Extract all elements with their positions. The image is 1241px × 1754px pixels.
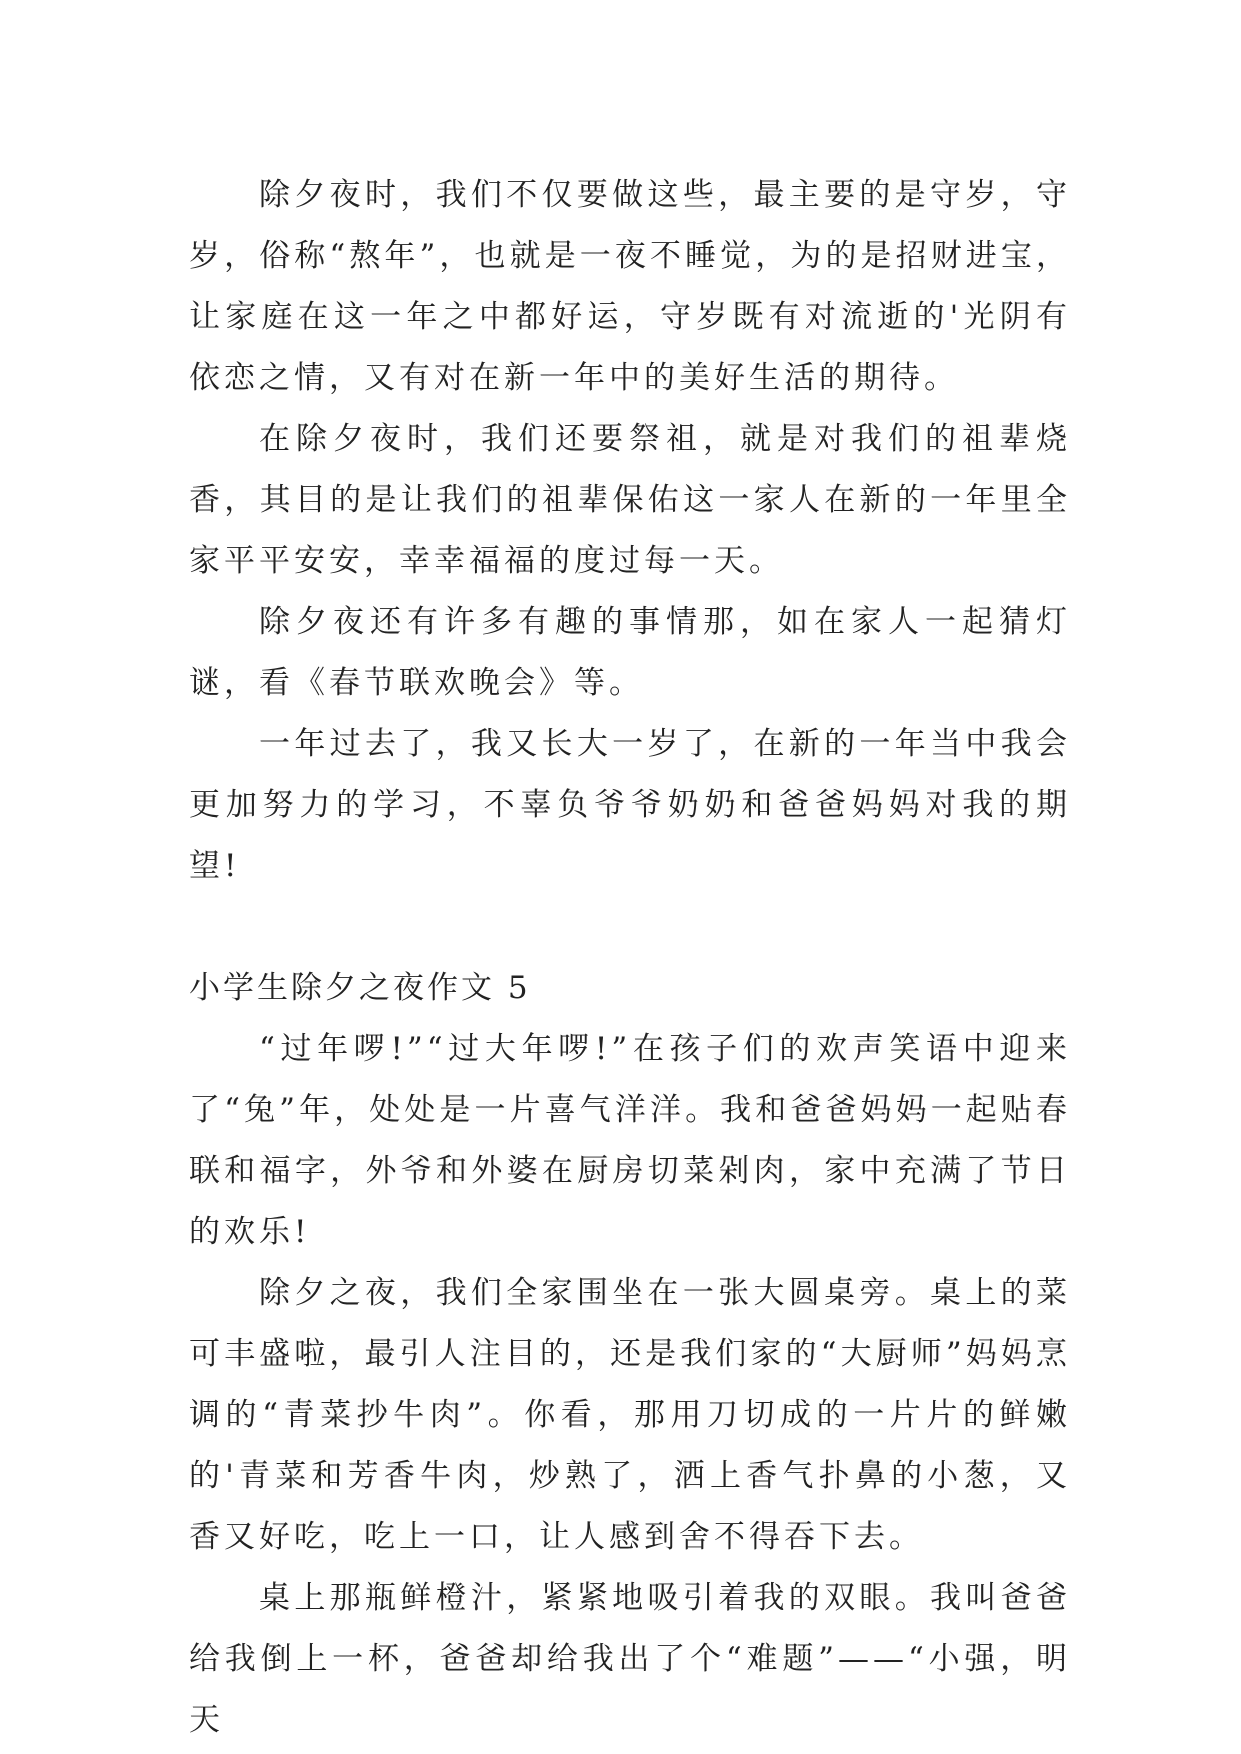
paragraph: 一年过去了，我又长大一岁了，在新的一年当中我会更加努力的学习，不辜负爷爷奶奶和爸爸妈妈对我的期望!	[189, 726, 1071, 884]
paragraph: 除夕之夜，我们全家围坐在一张大圆桌旁。桌上的菜可丰盛啦，最引人注目的，还是我们家的“大厨师”妈妈烹调的“青菜抄牛肉”。你看，那用刀切成的一片片的鲜嫩的'青菜和芳香牛肉，炒熟了，洒上香气扑鼻的小葱，又香又好吃，吃上一口，让人感到舍不得吞下去。	[189, 1275, 1071, 1555]
paragraph: 除夕夜时，我们不仅要做这些，最主要的是守岁，守岁，俗称“熬年”，也就是一夜不睡觉，为的是招财进宝，让家庭在这一年之中都好运，守岁既有对流逝的'光阴有依恋之情，又有对在新一年中的美好生活的期待。	[189, 177, 1071, 396]
document-body	[189, 165, 1071, 1751]
paragraph: 桌上那瓶鲜橙汁，紧紧地吸引着我的双眼。我叫爸爸给我倒上一杯，爸爸却给我出了个“难题”——“小强，明天	[189, 1580, 1071, 1738]
paragraph: 在除夕夜时，我们还要祭祖，就是对我们的祖辈烧香，其目的是让我们的祖辈保佑这一家人在新的一年里全家平平安安，幸幸福福的度过每一天。	[189, 421, 1071, 579]
paragraph: 除夕夜还有许多有趣的事情那，如在家人一起猜灯谜，看《春节联欢晚会》等。	[189, 604, 1071, 701]
section-title: 小学生除夕之夜作文 5	[189, 970, 531, 1006]
paragraph: “过年啰!”“过大年啰!”在孩子们的欢声笑语中迎来了“兔”年，处处是一片喜气洋洋。我和爸爸妈妈一起贴春联和福字，外爷和外婆在厨房切菜剁肉，家中充满了节日的欢乐!	[189, 1031, 1071, 1250]
